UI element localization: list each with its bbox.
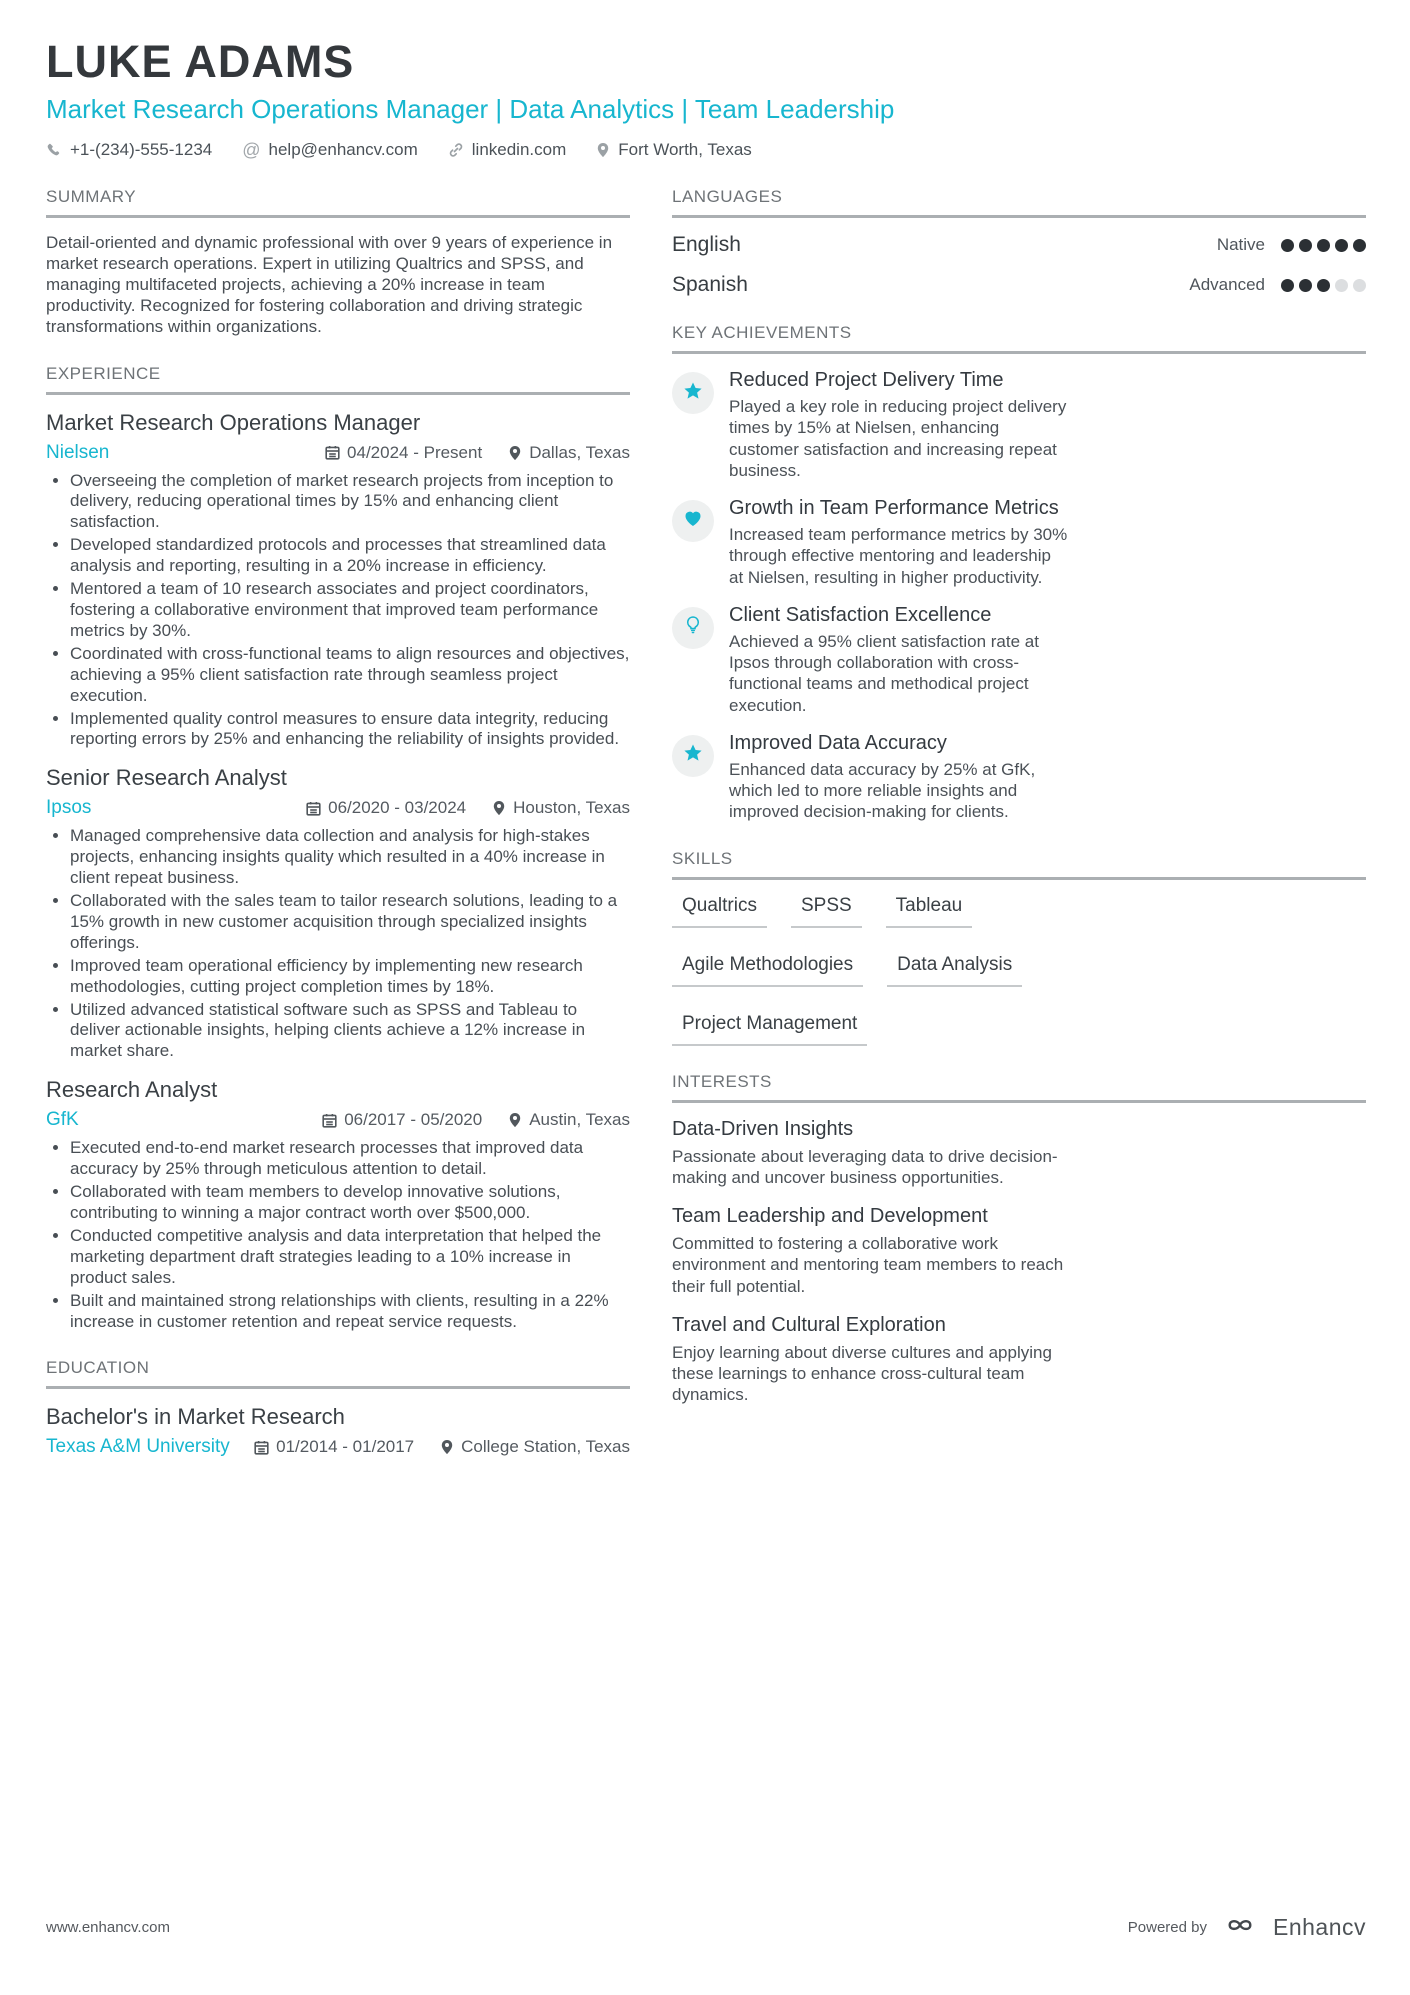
achievement-title: Improved Data Accuracy	[729, 731, 947, 754]
language-row	[672, 273, 1366, 297]
job-bullets	[46, 826, 630, 1062]
job-bullet: • Conducted competitive analysis and data interpretation that helped the marketing department draft strategies leading to a 10% increase in product sales.	[70, 1226, 630, 1289]
company-name: GfK	[46, 1109, 79, 1131]
job-dates	[325, 443, 482, 463]
language-name: English	[672, 233, 741, 256]
job-dates	[306, 798, 466, 818]
summary-section	[46, 187, 630, 338]
achievement-text: Increased team performance metrics by 30% through effective mentoring and leadership at Nielsen, resulting in higher productivity.	[729, 525, 1068, 587]
job-dates-value: 04/2024 - Present	[347, 442, 483, 462]
language-rating	[1189, 275, 1366, 295]
skill-item: SPSS	[791, 895, 862, 928]
location-pin-icon	[492, 800, 506, 816]
interest-item	[672, 1118, 1366, 1189]
proficiency-dot	[1353, 279, 1366, 292]
job-meta	[46, 442, 630, 464]
job-location	[508, 443, 630, 463]
job-bullet: • Coordinated with cross-functional teams to align resources and objectives, achieving a 95% client satisfaction rate through seamless project execution.	[70, 644, 630, 707]
job-bullet: • Managed comprehensive data collection and analysis for high-stakes projects, enhancing insights quality which resulted in a 40% increase in client repeat business.	[70, 826, 630, 889]
skill-item: Project Management	[672, 1013, 867, 1046]
achievement-item	[672, 732, 1366, 823]
skill-item: Qualtrics	[672, 895, 767, 928]
lightbulb-icon	[683, 615, 703, 640]
job-location	[492, 798, 630, 818]
school-name: Texas A&M University	[46, 1436, 230, 1458]
job-meta-right	[322, 1110, 630, 1130]
proficiency-dot	[1299, 279, 1312, 292]
star-icon	[683, 381, 703, 406]
job-meta	[46, 797, 630, 819]
job-bullet: • Utilized advanced statistical software such as SPSS and Tableau to deliver actionable insights, helping clients achieve a 12% increase in market share.	[70, 1000, 630, 1063]
job-bullet: • Built and maintained strong relationships with clients, resulting in a 22% increase in customer retention and repeat service requests.	[70, 1291, 630, 1333]
language-name: Spanish	[672, 273, 748, 296]
section-heading-experience: EXPERIENCE	[46, 364, 630, 395]
job-title: Senior Research Analyst	[46, 765, 287, 791]
calendar-icon	[306, 801, 321, 816]
job-entry	[46, 410, 630, 751]
achievement-title: Growth in Team Performance Metrics	[729, 497, 1059, 519]
contact-phone	[46, 140, 212, 160]
section-heading-skills: SKILLS	[672, 849, 1366, 880]
achievement-icon-circle	[672, 500, 714, 542]
proficiency-dot	[1353, 239, 1366, 252]
interest-text: Passionate about leveraging data to drive decision-making and uncover business opportunities.	[672, 1146, 1058, 1187]
contact-location	[596, 140, 752, 160]
skill-item: Tableau	[886, 895, 973, 928]
skill-item: Data Analysis	[887, 954, 1022, 987]
company-name: Ipsos	[46, 797, 92, 819]
language-rating	[1217, 235, 1366, 255]
job-bullet: • Collaborated with team members to develop innovative solutions, contributing to winning a major contract worth over $500,000.	[70, 1182, 630, 1224]
job-bullet: • Mentored a team of 10 research associates and project coordinators, fostering a collaborative environment that improved team performance metrics by 30%.	[70, 579, 630, 642]
languages-section	[672, 187, 1366, 297]
experience-section	[46, 364, 630, 1333]
calendar-icon	[325, 445, 340, 460]
candidate-name: LUKE ADAMS	[46, 36, 355, 87]
achievement-item	[672, 604, 1366, 716]
achievement-text: Achieved a 95% client satisfaction rate at Ipsos through collaboration with cross-functional teams and methodical project execution.	[729, 631, 1039, 715]
section-heading-achievements: KEY ACHIEVEMENTS	[672, 323, 1366, 354]
achievement-body	[729, 497, 1069, 588]
education-location-value: College Station, Texas	[461, 1437, 630, 1457]
powered-by-label: Powered by	[1127, 1918, 1207, 1936]
job-bullet: • Overseeing the completion of market research projects from inception to delivery, reducing operational times by 15% and enhancing client satisfaction.	[70, 471, 630, 534]
job-meta-right	[306, 798, 630, 818]
location-pin-icon	[508, 1112, 522, 1128]
proficiency-dot	[1335, 279, 1348, 292]
skills-row	[672, 895, 1366, 928]
proficiency-dot	[1299, 239, 1312, 252]
content-columns	[46, 187, 1366, 1484]
skills-row	[672, 954, 1366, 987]
job-bullet: • Executed end-to-end market research processes that improved data accuracy by 25% through meticulous attention to detail.	[70, 1138, 630, 1180]
interest-title: Data-Driven Insights	[672, 1117, 854, 1140]
achievement-body	[729, 604, 1069, 716]
website-link[interactable]: www.enhancv.com	[46, 1918, 170, 1936]
job-dates	[322, 1110, 482, 1130]
interest-item	[672, 1314, 1366, 1406]
contact-link[interactable]	[448, 140, 567, 160]
education-dates	[254, 1437, 414, 1457]
job-location-value: Dallas, Texas	[529, 442, 630, 462]
star-icon	[683, 743, 703, 768]
skills-row	[672, 1013, 1366, 1046]
achievement-title: Client Satisfaction Excellence	[729, 603, 992, 626]
phone-icon	[46, 142, 62, 158]
interest-title: Travel and Cultural Exploration	[672, 1313, 946, 1336]
proficiency-dots	[1281, 239, 1366, 252]
education-dates-value: 01/2014 - 01/2017	[276, 1437, 415, 1457]
job-location	[508, 1110, 630, 1130]
achievement-text: Enhanced data accuracy by 25% at GfK, which led to more reliable insights and improved decision-making for clients.	[729, 759, 1036, 822]
education-entry	[46, 1404, 630, 1458]
language-level: Advanced	[1189, 275, 1265, 294]
job-title: Market Research Operations Manager	[46, 409, 421, 435]
achievement-icon-circle	[672, 607, 714, 649]
proficiency-dot	[1335, 239, 1348, 252]
degree-title: Bachelor's in Market Research	[46, 1404, 345, 1430]
skills-section	[672, 849, 1366, 1046]
contact-phone-value: +1-(234)-555-1234	[70, 140, 213, 159]
page-footer	[46, 1911, 1366, 1943]
achievement-item	[672, 497, 1366, 588]
contact-email-value[interactable]: help@enhancv.com	[268, 140, 418, 159]
job-title: Research Analyst	[46, 1077, 218, 1103]
section-heading-languages: LANGUAGES	[672, 187, 1366, 218]
contact-location-value: Fort Worth, Texas	[618, 140, 752, 159]
interest-text: Committed to fostering a collaborative work environment and mentoring team members to reach their full potential.	[672, 1234, 1064, 1296]
language-level: Native	[1216, 235, 1265, 254]
achievement-title: Reduced Project Delivery Time	[729, 369, 1004, 391]
at-icon: @	[242, 140, 261, 160]
job-meta-right	[325, 443, 630, 463]
job-location-value: Houston, Texas	[513, 798, 630, 818]
heart-icon	[683, 509, 703, 534]
job-bullet: • Developed standardized protocols and processes that streamlined data analysis and reporting, resulting in a 20% increase in efficiency.	[70, 535, 630, 577]
proficiency-dot	[1281, 279, 1294, 292]
education-meta-right	[254, 1437, 630, 1457]
job-bullet: • Collaborated with the sales team to tailor research solutions, leading to a 15% growth in new customer acquisition through specialized insights offerings.	[70, 891, 630, 954]
job-bullet: • Implemented quality control measures to ensure data integrity, reducing reporting errors by 25% and enhancing the reliability of insights provided.	[70, 709, 630, 751]
job-meta	[46, 1109, 630, 1131]
contact-link-value[interactable]: linkedin.com	[471, 140, 567, 159]
proficiency-dot	[1317, 279, 1330, 292]
achievement-body	[729, 732, 1069, 823]
achievement-icon-circle	[672, 372, 714, 414]
summary-text: Detail-oriented and dynamic professional with over 9 years of experience in market research operations. Expert in utilizing Qualtrics and SPSS, and managing multifaceted projects, achieving a 20% increase in team productivity. Recognized for fostering collaboration and driving strategic transformations within organizations.	[46, 233, 613, 336]
link-icon	[448, 142, 464, 158]
enhancv-logo-icon	[1218, 1911, 1262, 1943]
language-row	[672, 233, 1366, 257]
right-column	[672, 187, 1366, 1484]
job-dates-value: 06/2017 - 05/2020	[344, 1110, 483, 1130]
interest-text: Enjoy learning about diverse cultures and applying these learnings to enhance cross-cultural team dynamics.	[672, 1342, 1052, 1405]
job-entry	[46, 765, 630, 1062]
section-heading-summary: SUMMARY	[46, 187, 630, 218]
candidate-headline: Market Research Operations Manager | Data Analytics | Team Leadership	[46, 94, 895, 124]
proficiency-dot	[1317, 239, 1330, 252]
contact-email[interactable]	[242, 140, 418, 160]
contact-info	[46, 140, 1366, 160]
job-bullet: • Improved team operational efficiency by implementing new research methodologies, cutting project completion times by 18%.	[70, 956, 630, 998]
interests-section	[672, 1072, 1366, 1406]
skill-item: Agile Methodologies	[672, 954, 863, 987]
job-entry	[46, 1077, 630, 1332]
left-column	[46, 187, 630, 1484]
interest-title: Team Leadership and Development	[672, 1205, 988, 1227]
education-location	[440, 1437, 630, 1457]
education-section	[46, 1358, 630, 1458]
section-heading-interests: INTERESTS	[672, 1072, 1366, 1103]
location-pin-icon	[508, 445, 522, 461]
achievement-icon-circle	[672, 735, 714, 777]
section-heading-education: EDUCATION	[46, 1358, 630, 1389]
proficiency-dot	[1281, 239, 1294, 252]
achievements-section	[672, 323, 1366, 823]
company-name: Nielsen	[46, 441, 110, 463]
job-bullets	[46, 471, 630, 751]
education-meta	[46, 1436, 630, 1458]
job-bullets	[46, 1138, 630, 1332]
calendar-icon	[254, 1440, 269, 1455]
interest-item	[672, 1205, 1366, 1297]
calendar-icon	[322, 1113, 337, 1128]
achievement-text: Played a key role in reducing project delivery times by 15% at Nielsen, enhancing customer satisfaction and increasing repeat business.	[729, 397, 1067, 480]
achievement-item	[672, 369, 1366, 481]
job-dates-value: 06/2020 - 03/2024	[328, 798, 467, 818]
location-pin-icon	[596, 142, 610, 158]
location-pin-icon	[440, 1439, 454, 1455]
job-location-value: Austin, Texas	[529, 1110, 630, 1130]
proficiency-dots	[1281, 279, 1366, 292]
enhancv-brand: Enhancv	[1272, 1913, 1366, 1940]
powered-by[interactable]	[1128, 1911, 1366, 1943]
resume-header	[46, 36, 1366, 160]
achievement-body	[729, 369, 1069, 481]
